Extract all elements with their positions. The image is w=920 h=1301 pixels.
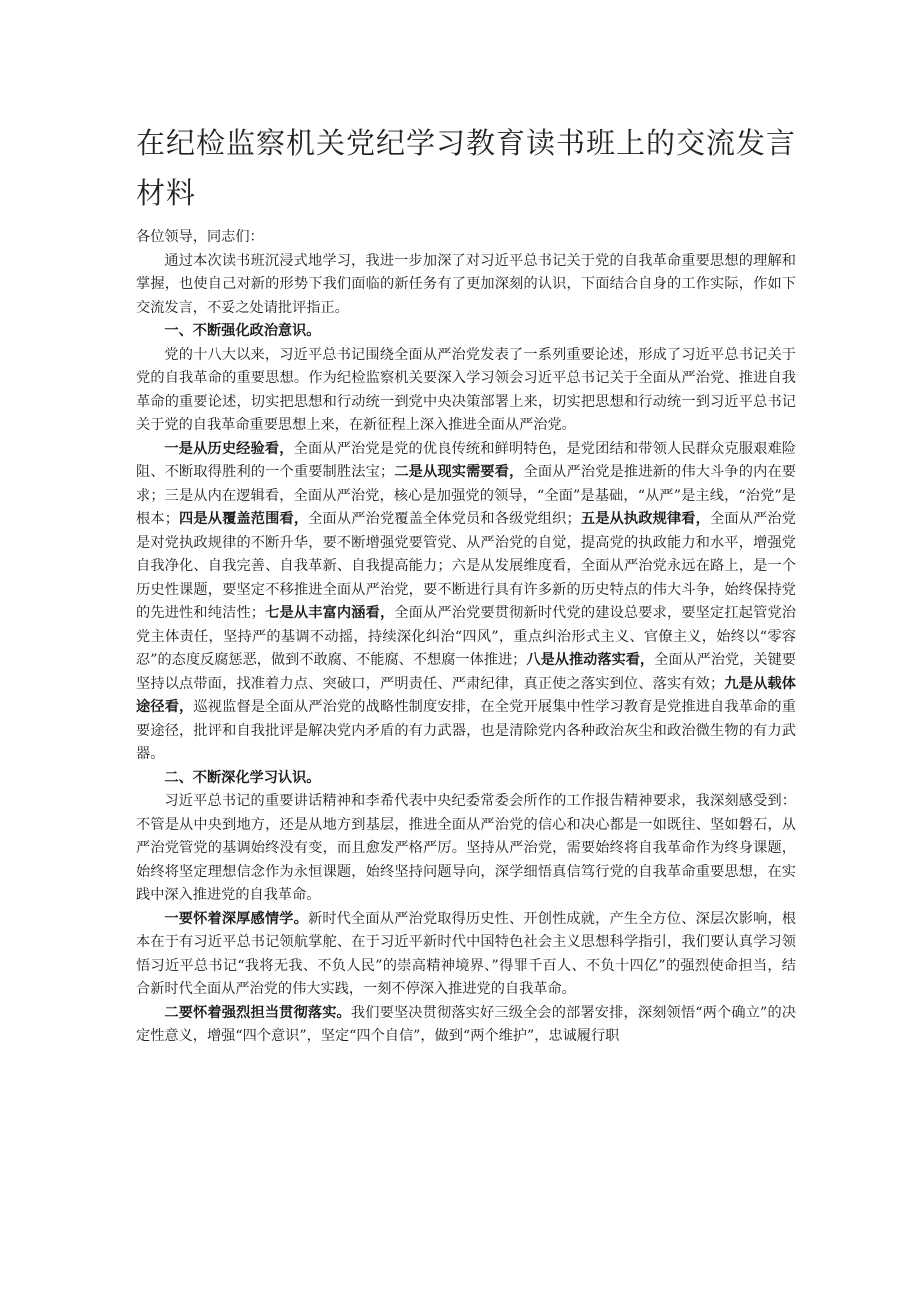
point-1-text: 全面从严治党是党的优良传统和鲜明特色，是党团结和带领人民群众克服艰难险阻、不断取得胜利的一个重要制胜法宝； — [136, 440, 796, 480]
study-point-2-lead: 二要怀着强烈担当贯彻落实。 — [164, 1004, 351, 1021]
salutation: 各位领导，同志们： — [136, 229, 264, 245]
point-7-lead: 七是从丰富内涵看， — [265, 605, 395, 621]
section-2-paragraph-3 — [136, 1002, 796, 1049]
point-1-lead: 一是从历史经验看， — [164, 440, 294, 457]
document-page — [136, 118, 796, 1049]
point-5-lead: 五是从执政规律看， — [580, 511, 710, 527]
point-7-text: 全面从严治党要贯彻新时代党的建设总要求，要坚定扛起管党治党主体责任，坚持严的基调不动摇，持续深化纠治“四风”，重点纠治形式主义、官僚主义，始终以“零容忍”的态度反腐惩恶，做到不敢腐、不能腐、不想腐一体推进； — [136, 605, 796, 668]
point-8-text: 全面从严治党，关键要坚持以点带面，找准着力点、突破口，严明责任、严肃纪律，真正使之落实到位、落实有效； — [136, 652, 796, 692]
point-4-text: 全面从严治党覆盖全体党员和各级党组织； — [308, 511, 581, 527]
section-2-paragraph-2 — [136, 908, 796, 1002]
study-point-2-text: 我们要坚决贯彻落实好三级全会的部署安排，深刻领悟“两个确立”的决定性意义，增强“四个意识”，坚定“四个自信”，做到“两个维护”，忠诚履行职 — [136, 1004, 796, 1044]
study-point-1-lead: 一要怀着深厚感情学。 — [164, 910, 308, 927]
study-point-1-text: 新时代全面从严治党取得历史性、开创性成就，产生全方位、深层次影响，根本在于有习近平总书记领航掌舵、在于习近平新时代中国特色社会主义思想科学指引，我们要认真学习领悟习近平总书记“我将无我、不负人民”的崇高精神境界、”得罪千百人、不负十四亿”的强烈使命担当，结合新时代全面从严治党的伟大实践，一刻不停深入推进党的自我革命。 — [136, 910, 796, 997]
section-1-paragraph-2 — [136, 438, 796, 767]
point-2-text: 全面从严治党是推进新的伟大斗争的内在要求；三是从内在逻辑看，全面从严治党，核心是加强党的领导，“全面”是基础，“从严”是主线，“治党”是根本； — [136, 464, 796, 527]
document-title: 在纪检监察机关党纪学习教育读书班上的交流发言材料 — [136, 126, 797, 210]
point-8-lead: 八是从推动落实看， — [526, 652, 655, 668]
point-5-text: 全面从严治党是对党执政规律的不断升华，要不断增强党要管党、从严治党的自觉，提高党的执政能力和水平，增强党自我净化、自我完善、自我革新、自我提高能力；六是从发展维度看，全面从严治党永远在路上，是一个历史性课题，要坚定不移推进全面从严治党，要不断进行具有许多新的历史特点的伟大斗争，始终保持党的先进性和纯洁性； — [136, 511, 796, 621]
point-2-lead: 二是从现实需要看， — [394, 464, 524, 480]
section-2-paragraph-1: 习近平总书记的重要讲话精神和李希代表中央纪委常委会所作的工作报告精神要求，我深刻感受到：不管是从中央到地方，还是从地方到基层，推进全面从严治党的信心和决心都是一如既往、坚如磐石，从严治党管党的基调始终没有变，而且愈发严格严厉。坚持从严治党，需要始终将自我革命作为终身课题，始终将坚定理想信念作为永恒课题，始终坚持问题导向，深学细悟真信笃行党的自我革命重要思想，在实践中深入推进党的自我革命。 — [136, 793, 796, 903]
section-2-heading: 二、不断深化学习认识。 — [164, 769, 321, 786]
section-1-paragraph-1: 党的十八大以来，习近平总书记围绕全面从严治党发表了一系列重要论述，形成了习近平总书记关于党的自我革命的重要思想。作为纪检监察机关要深入学习领会习近平总书记关于全面从严治党、推进自我革命的重要论述，切实把思想和行动统一到党中央决策部署上来，切实把思想和行动统一到习近平总书记关于党的自我革命重要思想上来，在新征程上深入推进全面从严治党。 — [136, 346, 796, 433]
point-9-text: 巡视监督是全面从严治党的战略性制度安排，在全党开展集中性学习教育是党推进自我革命的重要途径，批评和自我批评是解决党内矛盾的有力武器，也是清除党内各种政治灰尘和政治微生物的有力武器。 — [136, 699, 796, 762]
point-4-lead: 四是从覆盖范围看， — [178, 511, 309, 527]
point-9-lead: 九是从载体途径看， — [136, 675, 796, 715]
intro-paragraph: 通过本次读书班沉浸式地学习，我进一步加深了对习近平总书记关于党的自我革命重要思想的理解和掌握，也使自己对新的形势下我们面临的新任务有了更加深刻的认识，下面结合自身的工作实际，作如下交流发言，不妥之处请批评指正。 — [136, 252, 796, 316]
section-1-heading: 一、不断强化政治意识。 — [164, 323, 321, 339]
